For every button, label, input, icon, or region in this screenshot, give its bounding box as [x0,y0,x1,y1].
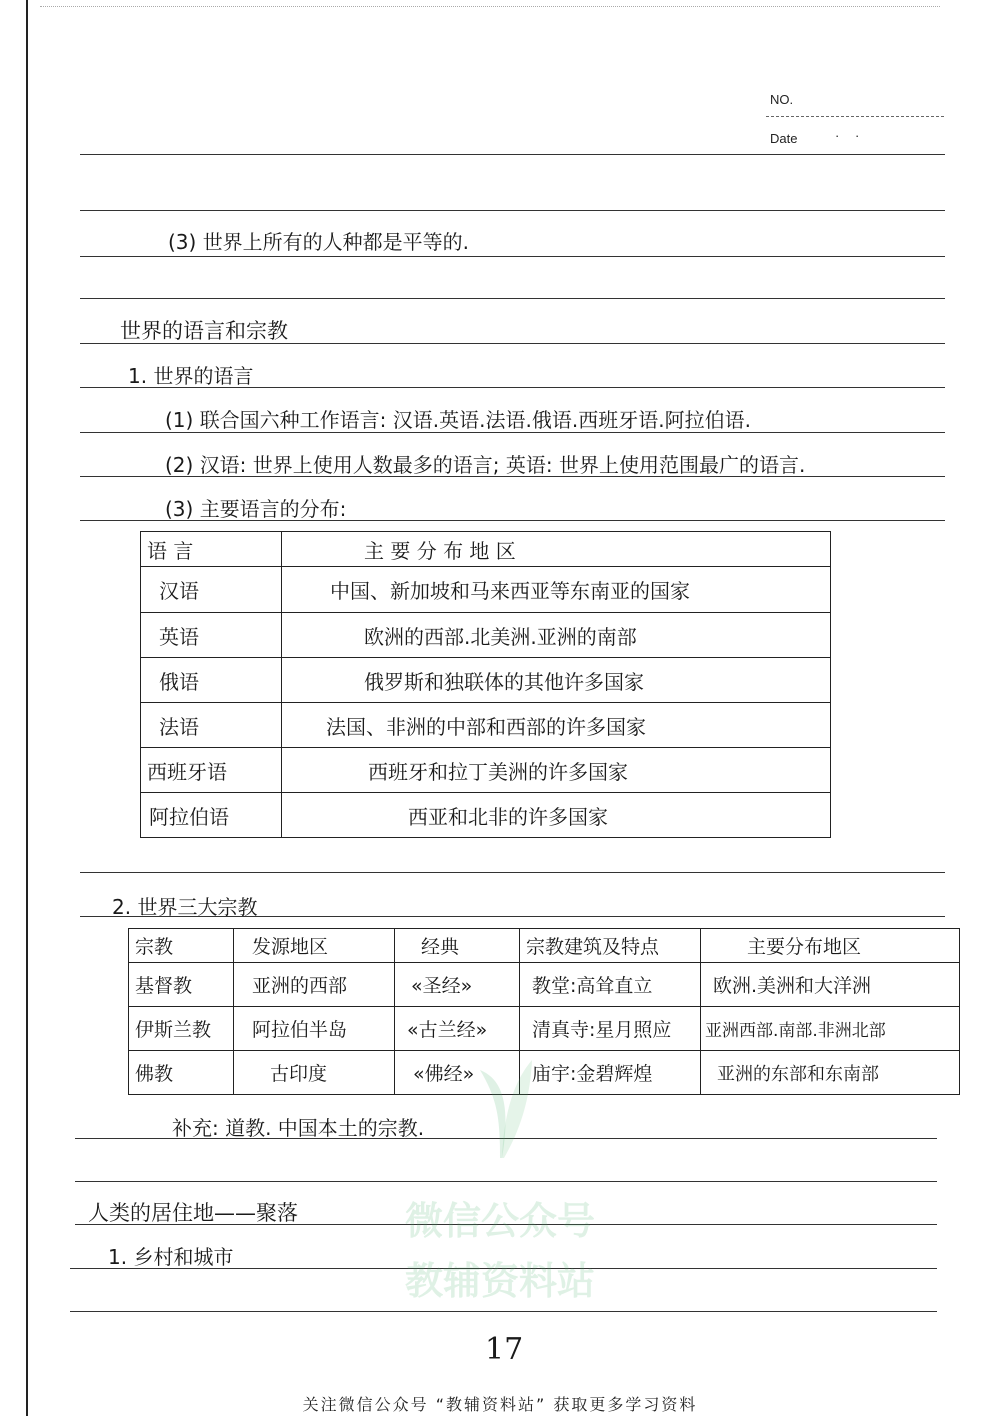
scripture-cell: «古兰经» [395,1007,520,1051]
architecture-cell: 清真寺:星月照应 [520,1007,701,1051]
date-dots: · · [835,128,866,143]
subsection-religions: 2. 世界三大宗教 [112,895,258,919]
point-distribution: (3) 主要语言的分布: [165,497,347,521]
table-row [129,963,960,1007]
table-row [141,658,831,703]
header-cell: 主 要 分 布 地 区 [282,532,831,567]
ruled-line [70,1311,937,1312]
table-row [129,1051,960,1095]
line-equality: (3) 世界上所有的人种都是平等的. [168,230,470,254]
region-cell: 俄罗斯和独联体的其他许多国家 [282,658,831,703]
ruled-line [80,154,945,155]
table-header-row [129,929,960,963]
header-cell: 主要分布地区 [701,929,960,963]
section-title-settlements: 人类的居住地——聚落 [88,1201,298,1225]
ruled-line [80,256,945,257]
distribution-cell: 欧洲.美洲和大洋洲 [701,963,960,1007]
header-cell: 经典 [395,929,520,963]
watermark-line2: 教辅资料站 [404,1259,595,1303]
subsection-villages-cities: 1. 乡村和城市 [108,1245,234,1269]
region-cell: 法国、非洲的中部和西部的许多国家 [282,703,831,748]
language-cell: 法语 [141,703,282,748]
point-chinese-english: (2) 汉语: 世界上使用人数最多的语言; 英语: 世界上使用范围最广的语言. [165,453,806,477]
ruled-line [80,872,945,873]
no-field-line [766,116,944,117]
header-cell: 宗教建筑及特点 [520,929,701,963]
language-cell: 汉语 [141,567,282,613]
page-number: 17 [485,1332,524,1367]
architecture-cell: 教堂:高耸直立 [520,963,701,1007]
religion-table [128,928,960,1095]
table-row [141,703,831,748]
language-cell: 俄语 [141,658,282,703]
region-cell: 西亚和北非的许多国家 [282,793,831,838]
origin-cell: 亚洲的西部 [234,963,395,1007]
distribution-cell: 亚洲的东部和东南部 [701,1051,960,1095]
point-un-languages: (1) 联合国六种工作语言: 汉语.英语.法语.俄语.西班牙语.阿拉伯语. [165,408,751,432]
ruled-line [80,210,945,211]
table-row [141,567,831,613]
origin-cell: 古印度 [234,1051,395,1095]
language-cell: 英语 [141,613,282,658]
region-cell: 中国、新加坡和马来西亚等东南亚的国家 [282,567,831,613]
origin-cell: 阿拉伯半岛 [234,1007,395,1051]
language-cell: 阿拉伯语 [141,793,282,838]
supplement-note: 补充: 道教. 中国本土的宗教. [172,1116,425,1140]
table-row [141,613,831,658]
header-cell: 宗教 [129,929,234,963]
religion-cell: 伊斯兰教 [129,1007,234,1051]
ruled-line [75,1181,937,1182]
table-header-row [141,532,831,567]
header-cell: 发源地区 [234,929,395,963]
margin-line [26,0,28,1416]
religion-cell: 佛教 [129,1051,234,1095]
scripture-cell: «佛经» [395,1051,520,1095]
region-cell: 欧洲的西部.北美洲.亚洲的南部 [282,613,831,658]
no-label: NO. [770,92,794,107]
table-row [129,1007,960,1051]
distribution-cell: 亚洲西部.南部.非洲北部 [701,1007,960,1051]
language-cell: 西班牙语 [141,748,282,793]
region-cell: 西班牙和拉丁美洲的许多国家 [282,748,831,793]
header-cell: 语 言 [141,532,282,567]
section-title-language-religion: 世界的语言和宗教 [120,319,288,343]
date-label: Date [770,131,798,146]
table-row [141,793,831,838]
language-table [140,531,831,838]
top-edge [40,6,940,7]
religion-cell: 基督教 [129,963,234,1007]
architecture-cell: 庙宇:金碧辉煌 [520,1051,701,1095]
footer-note: 关注微信公众号 “教辅资料站” 获取更多学习资料 [302,1395,698,1414]
ruled-line [80,298,945,299]
subsection-languages: 1. 世界的语言 [128,364,254,388]
scripture-cell: «圣经» [395,963,520,1007]
watermark-line1: 微信公众号 [404,1199,595,1243]
table-row [141,748,831,793]
